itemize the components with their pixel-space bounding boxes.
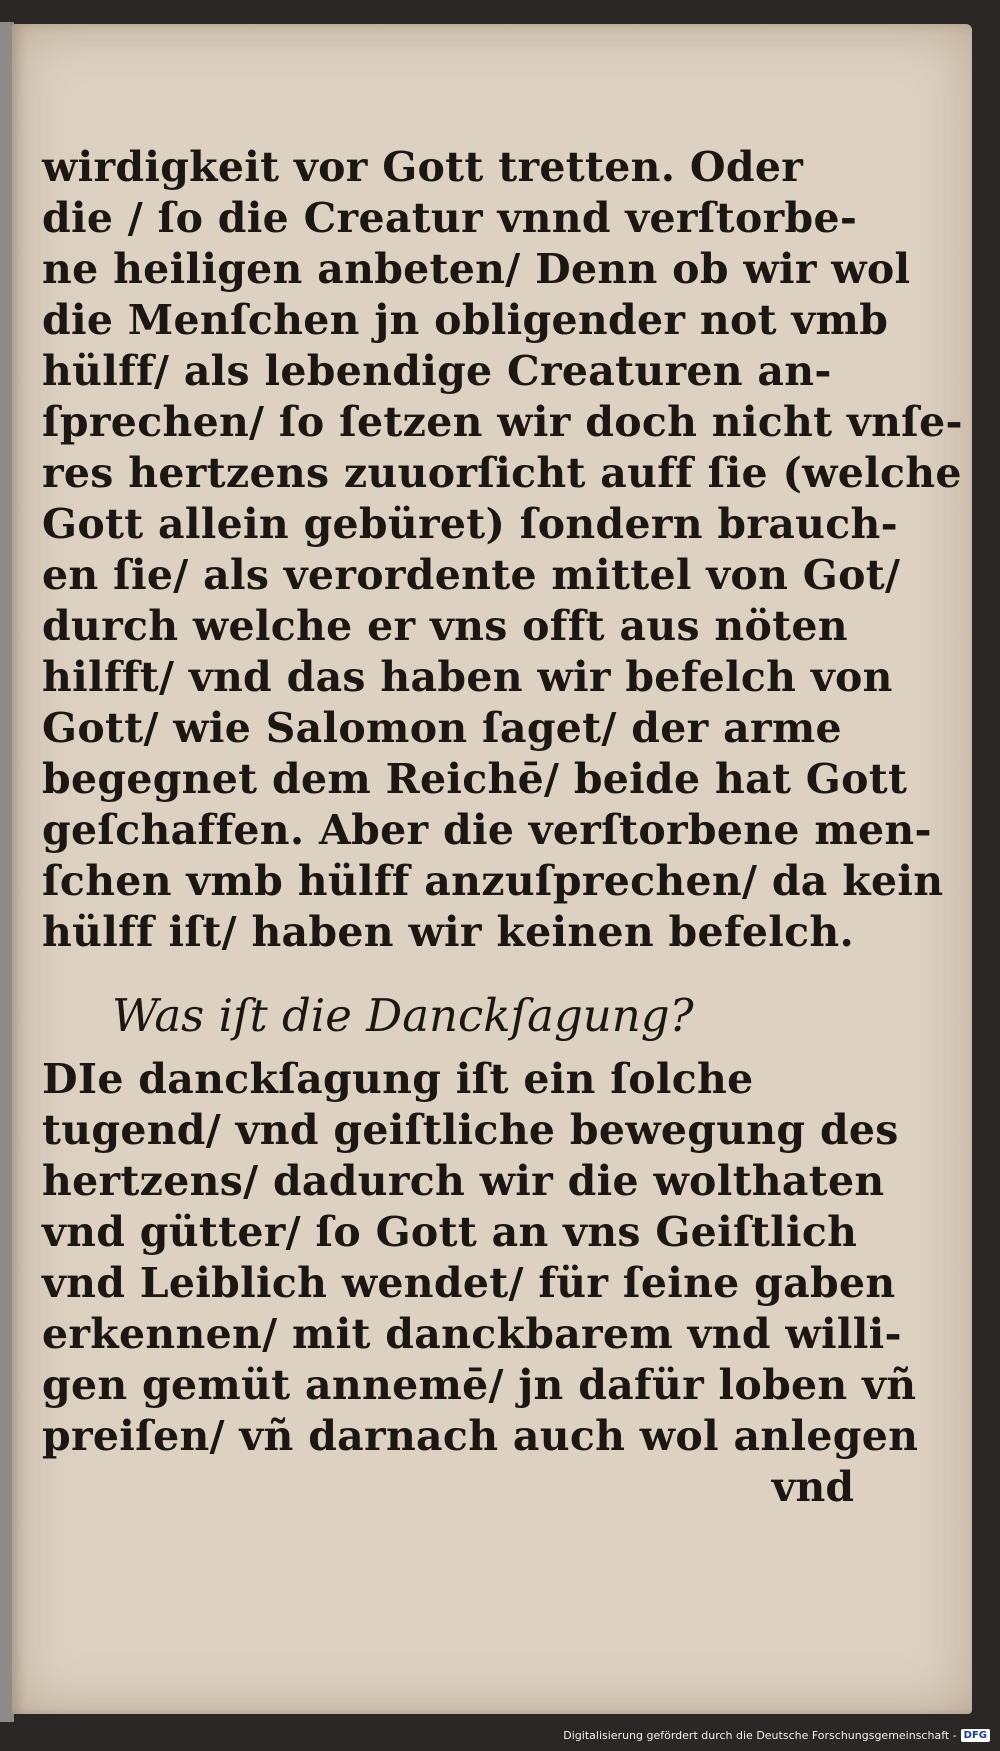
body-line: hilfft/ vnd das haben wir befelch von xyxy=(42,653,893,701)
digitization-credit xyxy=(563,1725,990,1745)
page-text-block xyxy=(42,142,963,1513)
body-line: DIe danckſagung iſt ein ſolche xyxy=(42,1055,754,1103)
body-line: wirdigkeit vor Gott tretten. Oder xyxy=(42,143,804,191)
body-line: res hertzens zuuorſicht auff ſie (welche xyxy=(42,449,962,497)
body-line: hertzens/ dadurch wir die wolthaten xyxy=(42,1157,885,1205)
body-line: durch welche er vns offt aus nöten xyxy=(42,602,848,650)
body-line: hülff/ als lebendige Creaturen an- xyxy=(42,347,832,395)
book-page xyxy=(12,24,972,1714)
body-line: hülff iſt/ haben wir keinen befelch. xyxy=(42,908,855,956)
dfg-logo: DFG xyxy=(961,1729,990,1742)
body-line: en ſie/ als verordente mittel von Got/ xyxy=(42,551,901,599)
body-line: preiſen/ vñ darnach auch wol anlegen xyxy=(42,1412,919,1460)
body-line: tugend/ vnd geiſtliche bewegung des xyxy=(42,1106,899,1154)
body-line: Gott allein gebüret) ſondern brauch- xyxy=(42,500,898,548)
section-heading: Was iſt die Danckſagung? xyxy=(112,989,694,1042)
body-line: die / ſo die Creatur vnnd verſtorbe- xyxy=(42,194,858,242)
body-line: die Menſchen jn obligender not vmb xyxy=(42,296,889,344)
body-line: ſprechen/ ſo ſetzen wir doch nicht vnſe- xyxy=(42,398,963,446)
credit-text: Digitalisierung gefördert durch die Deutsche Forschungsgemeinschaft - xyxy=(563,1728,957,1742)
body-line: ne heiligen anbeten/ Denn ob wir wol xyxy=(42,245,911,293)
body-line: ſchen vmb hülff anzuſprechen/ da kein xyxy=(42,857,944,905)
body-line: begegnet dem Reichē/ beide hat Gott xyxy=(42,755,908,803)
body-line: vnd gütter/ ſo Gott an vns Geiſtlich xyxy=(42,1208,858,1256)
body-line: Gott/ wie Salomon ſaget/ der arme xyxy=(42,704,842,752)
body-line: gen gemüt annemē/ jn dafür loben vñ xyxy=(42,1361,917,1409)
body-line: vnd Leiblich wendet/ für ſeine gaben xyxy=(42,1259,896,1307)
body-line: erkennen/ mit danckbarem vnd willi- xyxy=(42,1310,902,1358)
body-line: geſchaffen. Aber die verſtorbene men- xyxy=(42,806,932,854)
catchword: vnd xyxy=(771,1463,854,1511)
